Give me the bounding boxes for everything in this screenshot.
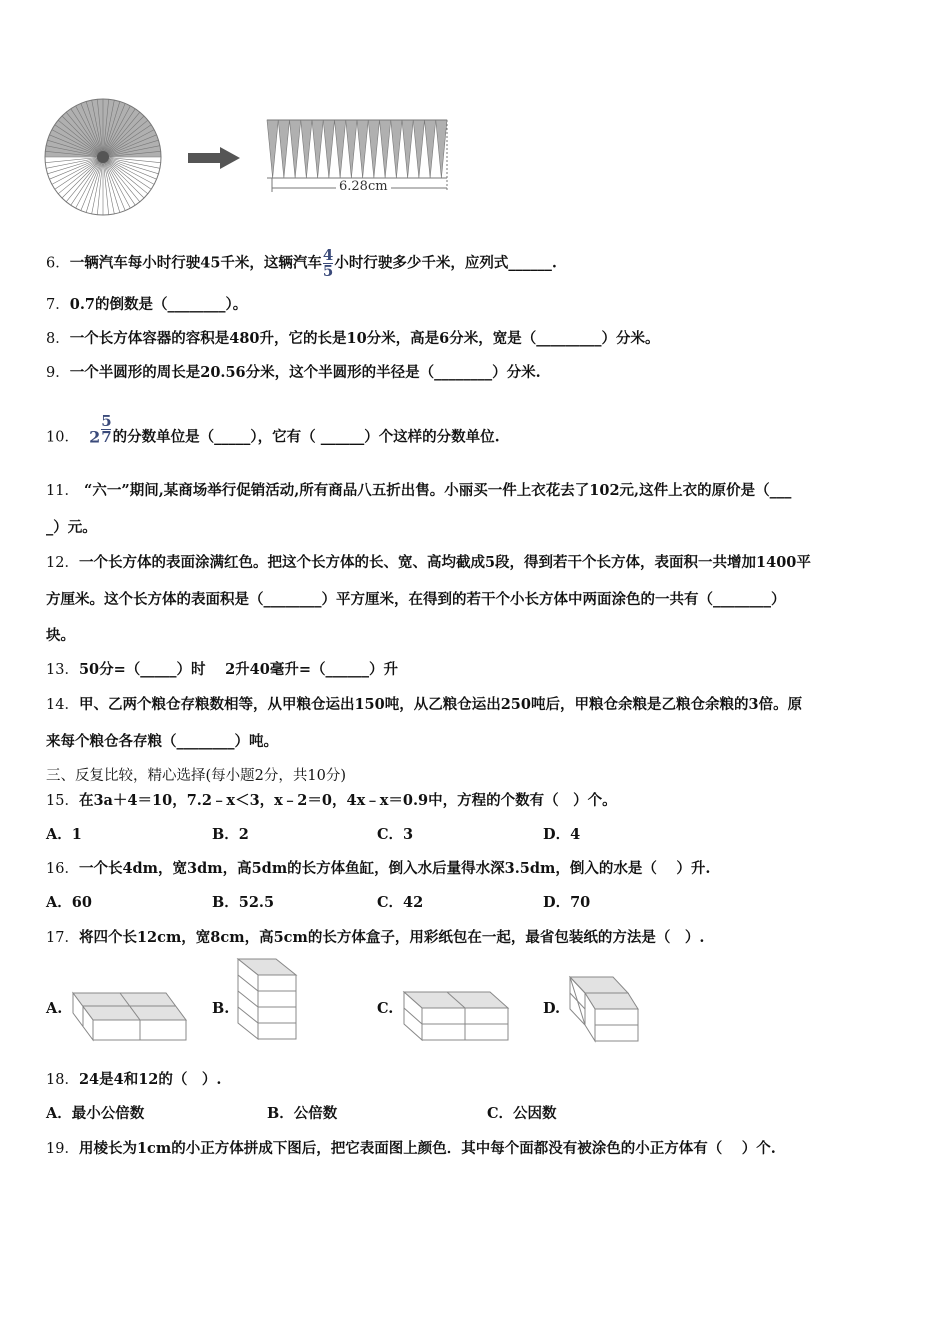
question-9: 9．一个半圆形的周长是20.56分米，这个半圆形的半径是（________）分米. — [46, 364, 541, 381]
question-12-cont2: 块。 — [46, 627, 75, 644]
question-8: 8．一个长方体容器的容积是480升，它的长是10分米，高是6分米，宽是（_________）分米。 — [46, 330, 660, 347]
section-heading: 三、反复比较，精心选择(每小题2分，共10分) — [46, 768, 346, 784]
question-17: 17．将四个长12cm，宽8cm，高5cm的长方体盒子，用彩纸包在一起，最省包装纸的方法是（ ）. — [46, 929, 705, 946]
option-a: A．1 — [46, 826, 82, 843]
option-c: C．42 — [377, 894, 424, 911]
option-c: C．公因数 — [487, 1105, 557, 1122]
option-d: D. — [543, 1000, 561, 1017]
question-10: 10． 2 $\frac{5}{7}$ 的分数单位是（_____），它有（ ______）个这样的分数单位. — [46, 412, 500, 447]
option-a: A．60 — [46, 894, 92, 911]
question-11: 11． “六一”期间,某商场举行促销活动,所有商品八五折出售。小丽买一件上衣花去了102元,这件上衣的原价是（___ — [46, 482, 792, 499]
fraction: $\frac{4}{5}$ — [322, 246, 334, 280]
option-d: D．70 — [543, 894, 591, 911]
option-b: B．公倍数 — [267, 1105, 338, 1122]
arrow-icon — [188, 147, 242, 169]
option-b: B．52.5 — [212, 894, 275, 911]
question-14: 14．甲、乙两个粮仓存粮数相等，从甲粮仓运出150吨，从乙粮仓运出250吨后，甲粮仓余粮是乙粮仓余粮的3倍。原 — [46, 696, 803, 713]
option-b: B. — [212, 1000, 230, 1017]
option-d: D．4 — [543, 826, 581, 843]
question-18: 18．24是4和12的（ ）. — [46, 1071, 222, 1088]
question-12-cont: 方厘米。这个长方体的表面积是（________）平方厘米，在得到的若干个小长方体中两面涂色的一共有（________） — [46, 591, 786, 608]
question-16: 16．一个长4dm，宽3dm，高5dm的长方体鱼缸，倒入水后量得水深3.5dm，倒入的水是（ ）升. — [46, 860, 711, 877]
option-c: C．3 — [377, 826, 414, 843]
option-a: A．最小公倍数 — [46, 1105, 145, 1122]
option-b: B．2 — [212, 826, 249, 843]
circle-sectors-figure — [40, 95, 170, 220]
box-arrangement-c — [402, 990, 514, 1044]
box-arrangement-a — [70, 990, 192, 1044]
question-15: 15．在3a＋4＝10，7.2﹣x＜3，x﹣2＝0，4x﹣x＝0.9中，方程的个数有（ ）个。 — [46, 792, 617, 809]
option-c: C. — [377, 1000, 394, 1017]
question-14-cont: 来每个粮仓各存粮（________）吨。 — [46, 733, 278, 750]
option-a: A. — [46, 1000, 63, 1017]
question-11-cont: _）元。 — [46, 519, 97, 536]
question-7: 7．0.7的倒数是（________）。 — [46, 296, 248, 313]
box-arrangement-b — [236, 957, 300, 1043]
question-19: 19．用棱长为1cm的小正方体拼成下图后，把它表面图上颜色．其中每个面都没有被涂色的小正方体有（ ）个. — [46, 1140, 776, 1157]
question-12: 12．一个长方体的表面涂满红色。把这个长方体的长、宽、高均截成5段，得到若干个长方体，表面积一共增加1400平 — [46, 554, 811, 571]
question-13: 13．50分=（_____）时 2升40毫升=（______）升 — [46, 661, 398, 678]
fraction: $\frac{5}{7}$ — [101, 412, 112, 446]
dimension-label: 6.28cm — [336, 179, 391, 194]
box-arrangement-d — [568, 975, 644, 1045]
question-6: 6．一辆汽车每小时行驶45千米，这辆汽车 $\frac{4}{5}$ 小时行驶多少千米，应列式______. — [46, 246, 557, 280]
